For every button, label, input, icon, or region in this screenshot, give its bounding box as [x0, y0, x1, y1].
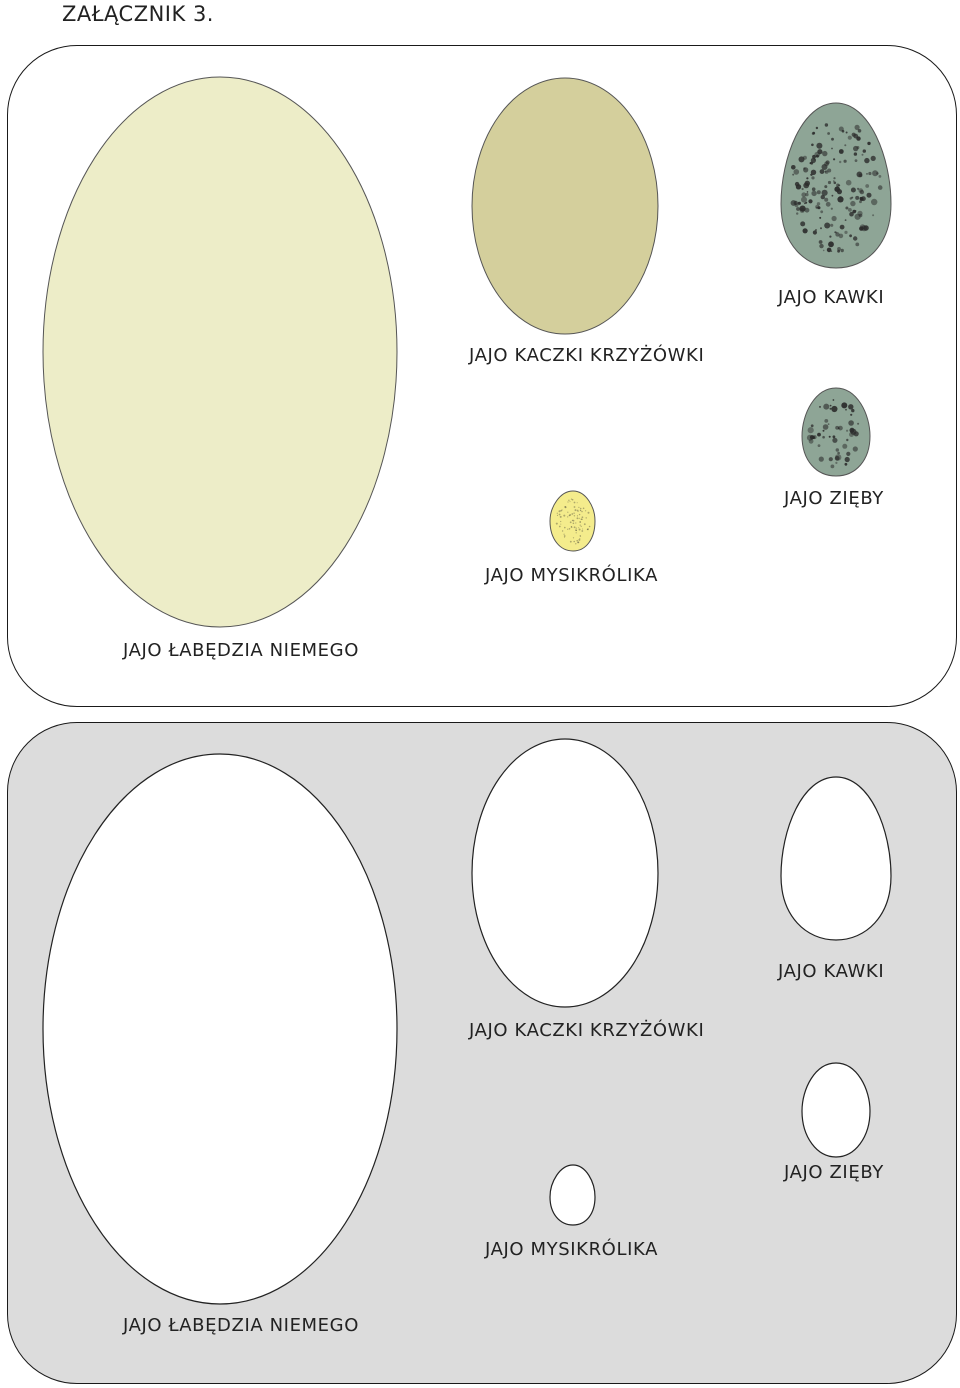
speckle	[809, 439, 814, 444]
speckle	[808, 427, 814, 433]
speckle	[578, 507, 579, 508]
speckle	[868, 172, 871, 175]
speckle	[849, 234, 852, 237]
speckle	[571, 513, 573, 515]
speckle	[802, 188, 804, 190]
speckle	[584, 523, 586, 525]
speckle	[800, 221, 805, 226]
speckle	[578, 539, 580, 541]
speckle	[810, 435, 814, 439]
speckle	[582, 529, 583, 530]
jackdaw-egg-outline	[781, 777, 891, 940]
speckle	[799, 156, 805, 162]
goldcrest-egg-label: JAJO MYSIKRÓLIKA	[485, 565, 658, 586]
speckle	[853, 134, 858, 139]
speckle	[567, 501, 568, 502]
speckle	[801, 197, 807, 203]
speckle	[805, 181, 810, 186]
swan-egg-outline	[43, 754, 397, 1304]
speckle	[855, 159, 858, 162]
blank-eggs-drawing	[8, 723, 958, 1385]
speckle	[812, 132, 815, 135]
speckle	[830, 405, 832, 407]
speckle	[850, 429, 856, 435]
speckle	[850, 201, 855, 206]
finch-egg-outline-label: JAJO ZIĘBY	[784, 1162, 884, 1183]
speckle	[815, 205, 819, 209]
speckle	[824, 223, 830, 229]
speckle	[834, 182, 837, 185]
speckle	[575, 543, 576, 544]
speckle	[824, 198, 828, 202]
speckle	[570, 541, 572, 543]
speckle	[822, 436, 825, 439]
speckle	[823, 424, 829, 430]
speckle	[850, 414, 852, 416]
speckle	[863, 225, 868, 230]
speckle	[814, 159, 816, 161]
colored-eggs-drawing	[8, 46, 958, 708]
speckle	[831, 208, 833, 210]
speckle	[826, 202, 831, 207]
speckle	[803, 167, 808, 172]
speckle	[567, 529, 568, 530]
speckle	[831, 465, 835, 469]
speckle	[821, 195, 825, 199]
speckle	[860, 190, 864, 194]
speckle	[588, 512, 590, 514]
speckle	[828, 423, 830, 425]
speckle	[848, 208, 852, 212]
speckle	[791, 165, 796, 170]
speckle	[859, 226, 863, 230]
speckle	[564, 527, 566, 529]
speckle	[578, 527, 579, 528]
speckle	[822, 164, 828, 170]
speckle	[820, 227, 822, 229]
speckle	[580, 508, 582, 510]
speckle	[573, 541, 575, 543]
speckle	[853, 146, 858, 151]
speckle	[580, 535, 581, 536]
speckle	[810, 162, 812, 164]
speckle	[803, 228, 808, 233]
speckle	[581, 526, 582, 527]
speckle	[564, 537, 565, 538]
speckle	[878, 185, 883, 190]
speckle	[825, 171, 827, 173]
speckle	[833, 399, 835, 401]
speckle	[812, 187, 816, 191]
speckle	[866, 173, 868, 175]
speckle	[829, 457, 833, 461]
speckle	[560, 524, 561, 525]
swan-egg	[43, 77, 397, 627]
swan-egg-outline-label: JAJO ŁABĘDZIA NIEMEGO	[123, 1315, 359, 1336]
speckle	[580, 525, 581, 526]
speckle	[811, 170, 816, 175]
speckle	[816, 143, 822, 149]
speckle	[841, 402, 847, 408]
speckle	[846, 452, 850, 456]
speckle	[571, 526, 573, 528]
speckle	[806, 177, 808, 179]
speckle	[573, 513, 574, 514]
speckle	[851, 409, 854, 412]
speckle	[579, 514, 580, 515]
speckle	[849, 212, 854, 217]
speckle	[577, 515, 578, 516]
speckle	[844, 144, 846, 146]
speckle	[808, 199, 812, 203]
speckle	[867, 142, 870, 145]
speckle	[813, 230, 817, 234]
duck-egg-outline-label: JAJO KACZKI KRZYŻÓWKI	[469, 1020, 705, 1041]
speckle	[581, 530, 583, 532]
speckle	[839, 196, 841, 198]
speckle	[574, 515, 575, 516]
speckle	[828, 241, 834, 247]
speckle	[580, 510, 581, 511]
speckle	[825, 123, 828, 126]
speckle	[796, 212, 798, 214]
speckle	[851, 197, 853, 199]
speckle	[561, 509, 562, 510]
speckle	[831, 406, 837, 412]
blank-eggs-panel	[7, 722, 957, 1384]
speckle	[835, 232, 837, 234]
speckle	[839, 127, 844, 132]
speckle	[845, 463, 848, 466]
speckle	[841, 249, 844, 252]
speckle	[823, 430, 825, 432]
speckle	[562, 530, 563, 531]
speckle	[853, 236, 857, 240]
speckle	[833, 435, 836, 438]
speckle	[817, 433, 821, 437]
speckle	[576, 540, 578, 542]
speckle	[846, 430, 848, 432]
speckle	[829, 436, 831, 438]
speckle	[829, 236, 831, 238]
speckle	[807, 191, 809, 193]
speckle	[577, 542, 579, 544]
speckle	[577, 510, 579, 512]
speckle	[819, 406, 821, 408]
speckle	[796, 207, 800, 211]
speckle	[822, 151, 827, 156]
speckle	[832, 195, 834, 197]
speckle	[574, 526, 576, 528]
speckle	[837, 452, 840, 455]
speckle	[840, 225, 845, 230]
jackdaw-egg-outline-label: JAJO KAWKI	[778, 961, 885, 982]
speckle	[832, 216, 837, 221]
speckle	[862, 154, 864, 156]
speckle	[586, 517, 587, 518]
speckle	[871, 199, 877, 205]
speckle	[844, 231, 847, 234]
speckle	[879, 175, 882, 178]
speckle	[845, 457, 850, 462]
speckle	[845, 409, 847, 411]
page-heading: ZAŁĄCZNIK 3.	[62, 2, 214, 26]
speckle	[827, 248, 832, 253]
finch-egg-label: JAJO ZIĘBY	[784, 488, 884, 509]
speckle	[817, 190, 821, 194]
speckle	[557, 513, 558, 514]
speckle	[589, 526, 591, 528]
speckle	[835, 462, 837, 464]
speckle	[792, 174, 794, 176]
speckle	[559, 510, 561, 512]
speckle	[795, 203, 799, 207]
speckle	[854, 152, 857, 155]
speckle	[573, 520, 575, 522]
speckle	[818, 444, 821, 447]
speckle	[814, 152, 820, 158]
speckle	[833, 158, 835, 160]
speckle	[567, 516, 568, 517]
speckle	[801, 192, 806, 197]
speckle	[573, 537, 574, 538]
speckle	[824, 185, 827, 188]
speckle	[820, 210, 823, 213]
speckle	[831, 138, 834, 141]
speckle	[832, 438, 837, 443]
speckle	[577, 502, 578, 503]
speckle	[831, 148, 833, 150]
speckle	[838, 184, 840, 186]
speckle	[871, 156, 876, 161]
speckle	[842, 444, 847, 449]
speckle	[559, 514, 561, 516]
duck-egg-outline	[472, 739, 658, 1007]
speckle	[795, 182, 799, 186]
speckle	[564, 534, 565, 535]
speckle	[563, 515, 565, 517]
speckle	[565, 506, 567, 508]
speckle	[564, 535, 566, 537]
speckle	[848, 404, 853, 409]
speckle	[823, 404, 829, 410]
speckle	[560, 516, 562, 518]
speckle	[574, 506, 576, 508]
speckle	[577, 517, 579, 519]
speckle	[836, 448, 839, 451]
speckle	[575, 509, 577, 511]
speckle	[858, 129, 862, 133]
speckle	[582, 516, 584, 518]
speckle	[816, 127, 818, 129]
speckle	[557, 515, 558, 516]
speckle	[819, 457, 824, 462]
speckle	[860, 197, 863, 200]
speckle	[830, 224, 833, 227]
speckle	[835, 454, 841, 460]
speckle	[848, 420, 854, 426]
speckle	[876, 172, 879, 175]
speckle	[574, 502, 576, 504]
speckle	[569, 528, 571, 530]
speckle	[845, 219, 847, 221]
speckle	[576, 532, 577, 533]
speckle	[575, 529, 577, 531]
speckle	[837, 189, 842, 194]
speckle	[857, 188, 859, 190]
speckle	[587, 528, 589, 530]
speckle	[572, 499, 574, 501]
speckle	[560, 521, 561, 522]
duck-egg	[472, 78, 658, 334]
speckle	[867, 193, 872, 198]
speckle	[833, 177, 835, 179]
speckle	[811, 191, 816, 196]
speckle	[811, 176, 814, 179]
swan-egg-label: JAJO ŁABĘDZIA NIEMEGO	[123, 640, 359, 661]
speckle	[573, 523, 575, 525]
speckle	[556, 523, 558, 525]
speckle	[830, 408, 832, 410]
speckle	[576, 528, 577, 529]
speckle	[839, 161, 841, 163]
speckle	[855, 196, 859, 200]
speckle	[811, 424, 814, 427]
speckle	[857, 172, 863, 178]
speckle	[794, 169, 800, 175]
speckle	[853, 446, 858, 451]
speckle	[824, 419, 828, 423]
speckle	[579, 538, 580, 539]
speckle	[569, 514, 571, 516]
speckle	[845, 207, 848, 210]
speckle	[570, 501, 571, 502]
speckle	[820, 169, 825, 174]
speckle	[559, 526, 561, 528]
speckle	[819, 217, 821, 219]
speckle	[839, 149, 844, 154]
speckle	[581, 511, 582, 512]
speckle	[846, 132, 848, 134]
colored-eggs-panel	[7, 45, 957, 707]
speckle	[579, 518, 580, 519]
speckle	[872, 214, 874, 216]
speckle	[580, 522, 581, 523]
speckle	[579, 529, 581, 531]
speckle	[567, 512, 568, 513]
speckle	[811, 144, 814, 147]
speckle	[575, 522, 576, 523]
speckle	[568, 500, 569, 501]
speckle	[851, 188, 856, 193]
speckle	[865, 184, 869, 188]
speckle	[839, 234, 844, 239]
speckle	[570, 521, 572, 523]
speckle	[819, 240, 823, 244]
speckle	[863, 149, 866, 152]
speckle	[855, 243, 859, 247]
speckle	[844, 160, 847, 163]
speckle	[819, 244, 823, 248]
speckle	[827, 132, 830, 135]
finch-egg-outline	[802, 1063, 870, 1157]
speckle	[838, 427, 840, 429]
speckle	[828, 181, 831, 184]
speckle	[837, 250, 840, 253]
speckle	[864, 158, 869, 163]
jackdaw-egg-label: JAJO KAWKI	[778, 287, 885, 308]
speckle	[583, 508, 585, 510]
speckle	[857, 423, 859, 425]
speckle	[581, 518, 583, 520]
duck-egg-label: JAJO KACZKI KRZYŻÓWKI	[469, 345, 705, 366]
speckle	[846, 180, 852, 186]
speckle	[823, 250, 825, 252]
speckle	[846, 439, 848, 441]
speckle	[857, 211, 862, 216]
speckle	[848, 136, 852, 140]
goldcrest-egg-outline	[550, 1165, 595, 1225]
speckle	[804, 203, 806, 205]
goldcrest-egg-outline-label: JAJO MYSIKRÓLIKA	[485, 1239, 658, 1260]
speckle	[585, 510, 586, 511]
speckle	[800, 208, 805, 213]
